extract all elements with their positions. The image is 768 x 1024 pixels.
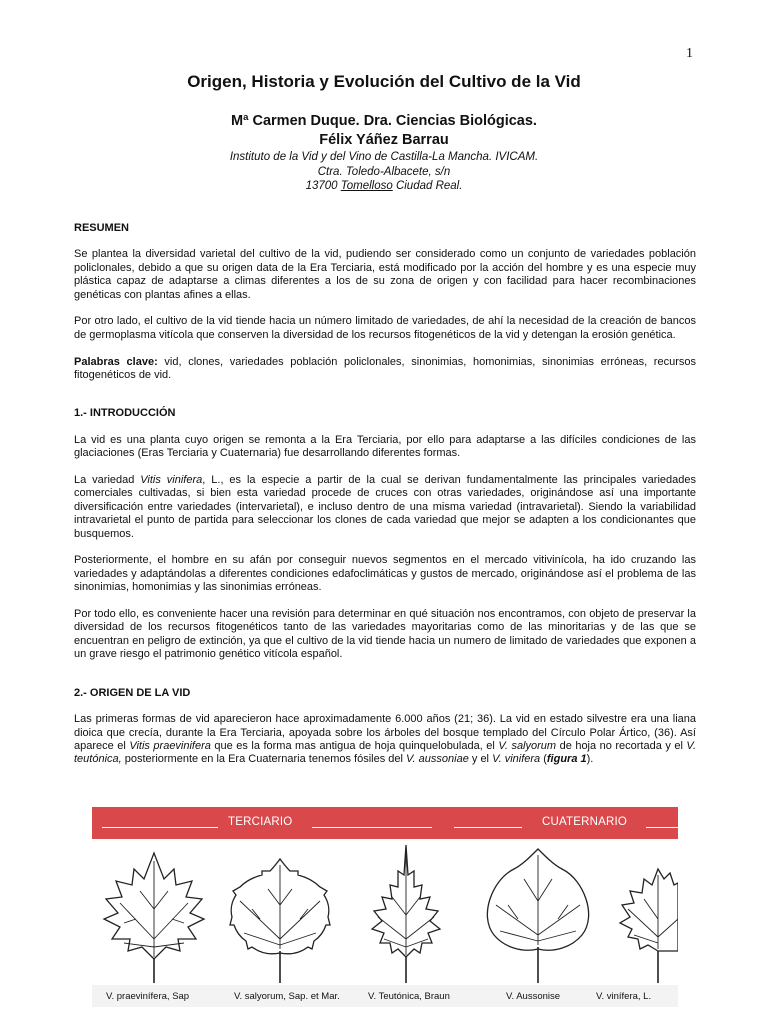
intro-paragraph-2	[74, 474, 696, 541]
authors-block	[0, 112, 768, 150]
era-label-cuaternario: CUATERNARIO	[542, 816, 628, 828]
intro-paragraph-4: Por todo ello, es conveniente hacer una revisión para determinar en qué situación nos encontramos, con objeto de preservar la diversidad de los recursos fitogenéticos tanto de las variedades mayoritarias como de las minoritarias y de las que se encuentran en peligro de extinción, ya que el cultivo de la vid tiende hacia un numero de limitado de variedades que exponen a un grave riesgo el patrimonio genético vitícola español.	[74, 608, 696, 661]
affiliation-block	[0, 150, 768, 194]
leaf-praevinifera-icon	[94, 839, 214, 985]
leaf-aussoniae-icon	[478, 839, 598, 985]
intro-paragraph-3: Posteriormente, el hombre en su afán por conseguir nuevos segmentos en el mercado vitivinícola, ha ido cruzando las variedades y adaptándolas a diferentes condiciones edafoclimáticas y gustos de mercado, originándose así el problema de las sinonimias, homonimias y las sinonimias erróneas.	[74, 554, 696, 594]
species-name: Vitis praevinifera	[129, 739, 211, 752]
affiliation-line-2: Ctra. Toledo-Albacete, s/n	[317, 165, 451, 178]
town-name: Tomelloso	[340, 180, 393, 192]
origen-text-d: posteriormente en la Era Cuaternaria tenemos fósiles del	[121, 753, 407, 766]
origen-paragraph-1	[74, 713, 696, 767]
caption-teutonica: V. Teutónica, Braun	[368, 991, 450, 1002]
figure-captions	[92, 985, 678, 1007]
caption-aussoniae: V. Aussonise	[506, 991, 561, 1002]
species-name: Vitis vinifera	[140, 474, 203, 487]
postal-code: 13700	[305, 180, 341, 192]
author-line-2: Félix Yáñez Barrau	[319, 132, 449, 148]
origen-text-g: ).	[586, 753, 594, 766]
resumen-paragraph-1: Se plantea la diversidad varietal del cultivo de la vid, pudiendo ser considerado como un conjunto de variedades población policlonales, debido a que su origen data de la Era Terciaria, está modificado por la acción del hombre y es una especie muy plástica capaz de adaptarse a climas diferentes a los de su zona de origen y con facilidad para hacer recombinaciones genéticas con plantas afines a ellas.	[74, 248, 696, 301]
intro-p2-text-a: La variedad	[74, 474, 141, 487]
intro-p2-text-b: , L., es la especie a partir de la cual se derivan fundamentalmente las principales variedades comerciales cultivadas, si bien esta variedad procede de cruces con otras variedades, originándose así una importante diversificación entre variedades (intervarietal), e incluso dentro de una misma variedad (intravarietal). Siendo la variabilidad intravarietal el punto de partida para seleccionar los clones de cada variedad que mejor se adapten a los condicionantes que busquemos.	[74, 474, 696, 540]
section-heading-resumen: RESUMEN	[74, 222, 130, 234]
province: Ciudad Real.	[392, 180, 463, 192]
figure-reference: figura 1	[546, 753, 587, 766]
era-divider-line	[454, 827, 522, 828]
origen-text-e: y el	[468, 753, 493, 766]
affiliation-line-1: Instituto de la Vid y del Vino de Castilla-La Mancha. IVICAM.	[229, 151, 539, 163]
origen-text-b: que es la forma mas antigua de hoja quinquelobulada, el	[210, 739, 499, 752]
caption-praevinifera: V. praevinífera, Sap	[106, 991, 190, 1002]
era-band	[92, 807, 678, 839]
species-name: V. aussoniae	[406, 753, 469, 766]
origen-text-f: (	[540, 753, 547, 766]
affiliation-line-3	[0, 179, 768, 194]
era-label-terciario: TERCIARIO	[228, 816, 293, 828]
species-name: V. salyorum	[498, 739, 557, 752]
section-heading-introduccion: 1.- INTRODUCCIÓN	[74, 407, 176, 420]
era-divider-line	[646, 827, 678, 828]
origen-text-a: Las primeras formas de vid aparecieron hace aproximadamente 6.000 años (21; 36). La vid en estado silvestre era una liana dioica que crecía, durante la Era Terciaria, apoyada sobre los árboles del bosque templado del Círculo Polar Ártico, (36). Así aparece el	[74, 713, 696, 752]
section-heading-origen: 2.- ORIGEN DE LA VID	[74, 686, 191, 699]
era-divider-line	[102, 827, 218, 828]
species-name: V. teutónica,	[74, 739, 696, 766]
document-title: Origen, Historia y Evolución del Cultivo de la Vid	[187, 72, 581, 91]
figure-1-leaf-evolution	[92, 807, 678, 1007]
leaf-teutonica-icon	[356, 839, 456, 985]
page-number: 1	[686, 46, 693, 61]
keywords-text: vid, clones, variedades población policlonales, sinonimias, homonimias, sinonimias erróneas, recursos fitogenéticos de vid.	[74, 355, 696, 382]
species-name: V. vinifera	[492, 753, 541, 766]
era-divider-line	[312, 827, 432, 828]
caption-vinifera: V. vinífera, L.	[596, 991, 652, 1002]
leaf-vinifera-icon	[608, 839, 678, 985]
intro-paragraph-1: La vid es una planta cuyo origen se remonta a la Era Terciaria, por ello para adaptarse a las difíciles condiciones de las glaciaciones (Eras Terciaria y Cuaternaria) fue desarrollando diferentes formas.	[74, 433, 696, 460]
document-body	[74, 222, 696, 780]
leaf-salyorum-icon	[220, 839, 340, 985]
origen-text-c: de hoja no recortada y el	[556, 739, 687, 752]
keywords-paragraph	[74, 356, 696, 383]
author-line-1: Mª Carmen Duque. Dra. Ciencias Biológicas.	[231, 113, 537, 129]
caption-salyorum: V. salyorum, Sap. et Mar.	[234, 991, 340, 1002]
resumen-paragraph-2: Por otro lado, el cultivo de la vid tiende hacia un número limitado de variedades, de ahí la necesidad de la creación de bancos de germoplasma vitícola que conserven la diversidad de los recursos fitogenéticos de la vid y detengan la erosión genética.	[74, 315, 696, 341]
keywords-label: Palabras clave:	[74, 355, 158, 368]
